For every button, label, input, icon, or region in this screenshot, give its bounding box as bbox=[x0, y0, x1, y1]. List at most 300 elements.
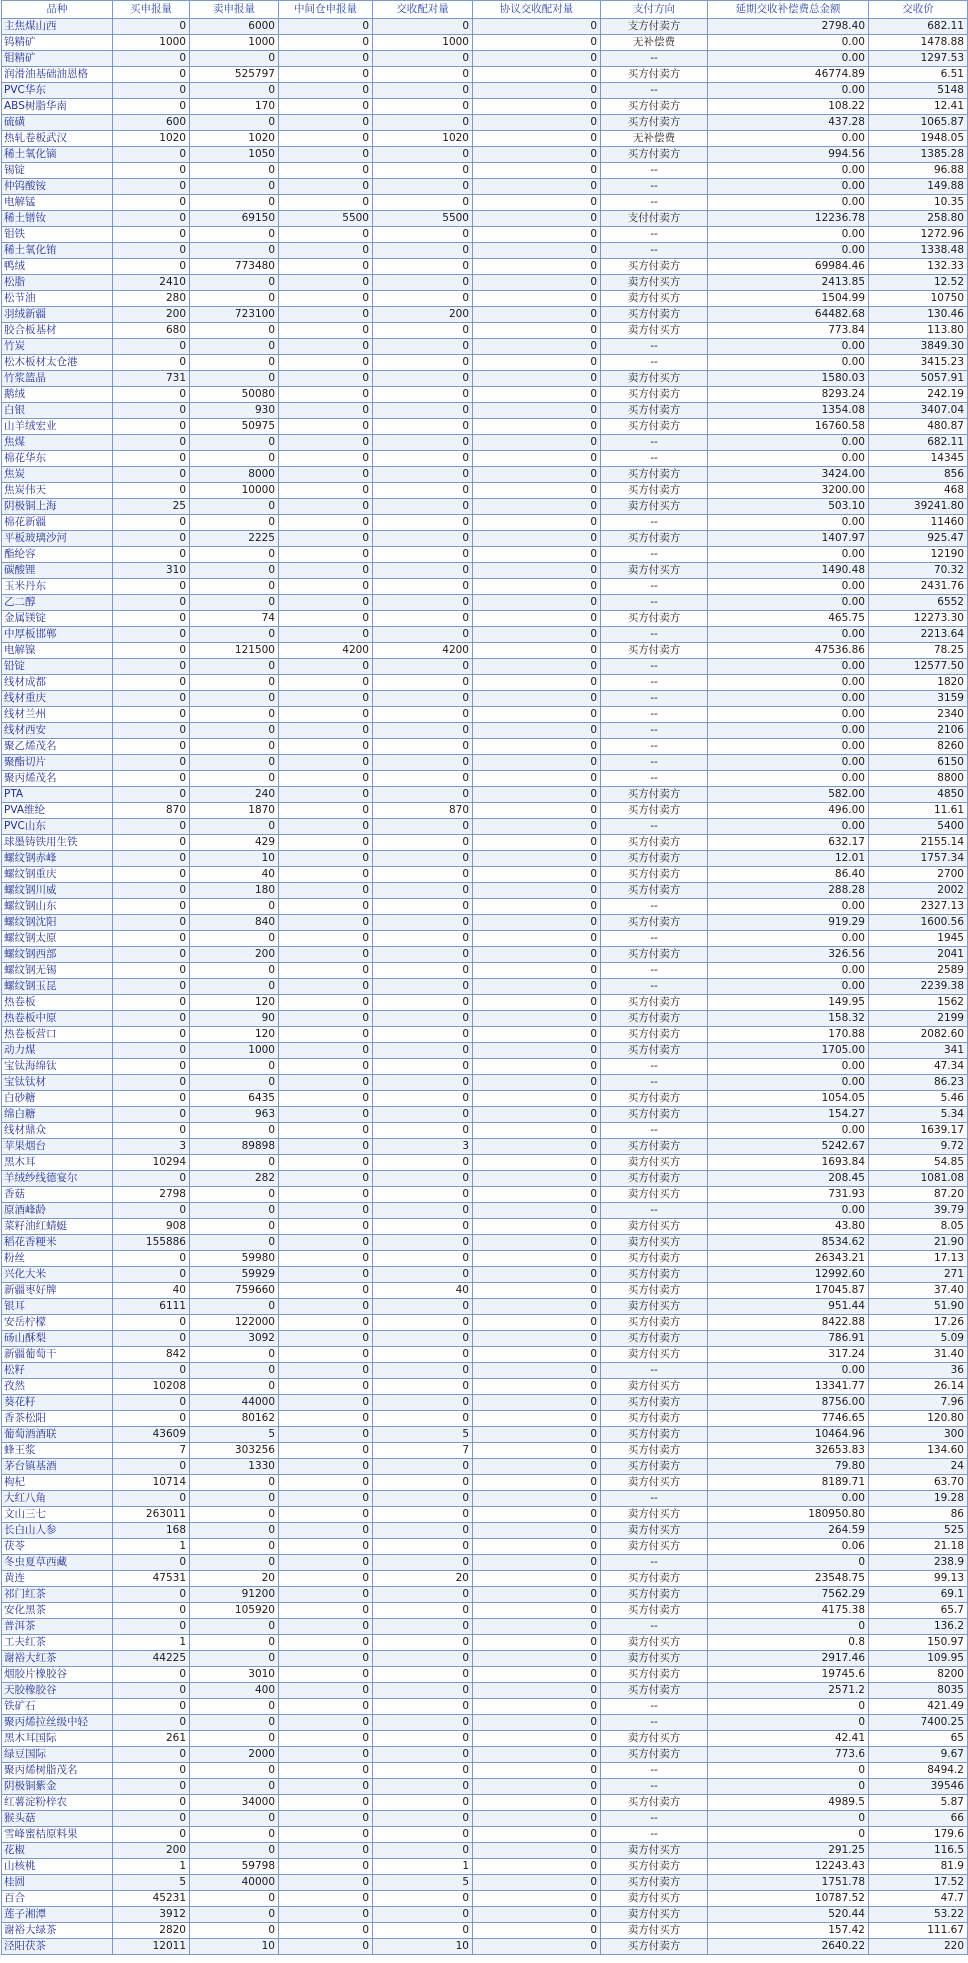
settlement-price-cell: 1820 bbox=[869, 675, 968, 691]
intermediate-declared-cell: 0 bbox=[279, 1027, 373, 1043]
sell-declared-cell: 400 bbox=[190, 1683, 279, 1699]
compensation-cell: 1580.03 bbox=[708, 371, 869, 387]
payment-direction-cell: 卖方付买方 bbox=[601, 291, 708, 307]
buy-declared-cell: 0 bbox=[113, 1667, 190, 1683]
agreement-matched-cell: 0 bbox=[473, 771, 601, 787]
sell-declared-cell: 6435 bbox=[190, 1091, 279, 1107]
buy-declared-cell: 0 bbox=[113, 979, 190, 995]
variety-cell: 焦炭 bbox=[2, 467, 113, 483]
variety-cell: 红薯淀粉梓农 bbox=[2, 1795, 113, 1811]
payment-direction-cell: 无补偿费 bbox=[601, 35, 708, 51]
matched-cell: 0 bbox=[373, 83, 473, 99]
compensation-cell: 0.00 bbox=[708, 659, 869, 675]
variety-cell: 竹炭 bbox=[2, 339, 113, 355]
sell-declared-cell: 105920 bbox=[190, 1603, 279, 1619]
compensation-cell: 32653.83 bbox=[708, 1443, 869, 1459]
variety-cell: 球墨铸铁用生铁 bbox=[2, 835, 113, 851]
sell-declared-cell: 1000 bbox=[190, 1043, 279, 1059]
buy-declared-cell: 1 bbox=[113, 1859, 190, 1875]
intermediate-declared-cell: 0 bbox=[279, 771, 373, 787]
agreement-matched-cell: 0 bbox=[473, 755, 601, 771]
agreement-matched-cell: 0 bbox=[473, 1795, 601, 1811]
agreement-matched-cell: 0 bbox=[473, 835, 601, 851]
agreement-matched-cell: 0 bbox=[473, 1555, 601, 1571]
variety-cell: 钼精矿 bbox=[2, 51, 113, 67]
settlement-price-cell: 9.72 bbox=[869, 1139, 968, 1155]
compensation-cell: 0.00 bbox=[708, 35, 869, 51]
sell-declared-cell: 0 bbox=[190, 1619, 279, 1635]
compensation-cell: 288.28 bbox=[708, 883, 869, 899]
table-row bbox=[2, 675, 968, 691]
sell-declared-cell: 0 bbox=[190, 1523, 279, 1539]
variety-cell: 菜籽油红蜻蜓 bbox=[2, 1219, 113, 1235]
payment-direction-cell: 卖方付买方 bbox=[601, 1219, 708, 1235]
variety-cell: 聚酯切片 bbox=[2, 755, 113, 771]
payment-direction-cell: -- bbox=[601, 451, 708, 467]
agreement-matched-cell: 0 bbox=[473, 723, 601, 739]
table-row bbox=[2, 1027, 968, 1043]
sell-declared-cell: 180 bbox=[190, 883, 279, 899]
settlement-price-cell: 109.95 bbox=[869, 1651, 968, 1667]
settlement-price-cell: 682.11 bbox=[869, 19, 968, 35]
buy-declared-cell: 0 bbox=[113, 1363, 190, 1379]
intermediate-declared-cell: 0 bbox=[279, 851, 373, 867]
settlement-price-cell: 1297.53 bbox=[869, 51, 968, 67]
variety-cell: 莲子湘潭 bbox=[2, 1907, 113, 1923]
sell-declared-cell: 0 bbox=[190, 1651, 279, 1667]
variety-cell: 砀山酥梨 bbox=[2, 1331, 113, 1347]
payment-direction-cell: 买方付卖方 bbox=[601, 1939, 708, 1955]
payment-direction-cell: -- bbox=[601, 515, 708, 531]
agreement-matched-cell: 0 bbox=[473, 515, 601, 531]
intermediate-declared-cell: 0 bbox=[279, 467, 373, 483]
intermediate-declared-cell: 0 bbox=[279, 1875, 373, 1891]
payment-direction-cell: 卖方付买方 bbox=[601, 275, 708, 291]
payment-direction-cell: 买方付卖方 bbox=[601, 1795, 708, 1811]
intermediate-declared-cell: 0 bbox=[279, 1715, 373, 1731]
buy-declared-cell: 2410 bbox=[113, 275, 190, 291]
settlement-price-cell: 9.67 bbox=[869, 1747, 968, 1763]
intermediate-declared-cell: 0 bbox=[279, 627, 373, 643]
variety-cell: 中厚板邯郸 bbox=[2, 627, 113, 643]
column-header-buy-declared[interactable]: 买申报量 bbox=[113, 1, 190, 19]
variety-cell: PVC山东 bbox=[2, 819, 113, 835]
sell-declared-cell: 0 bbox=[190, 979, 279, 995]
table-row bbox=[2, 1075, 968, 1091]
matched-cell: 0 bbox=[373, 435, 473, 451]
sell-declared-cell: 0 bbox=[190, 339, 279, 355]
variety-cell: 线材重庆 bbox=[2, 691, 113, 707]
intermediate-declared-cell: 0 bbox=[279, 1139, 373, 1155]
variety-cell: 动力煤 bbox=[2, 1043, 113, 1059]
variety-cell: 聚乙烯茂名 bbox=[2, 739, 113, 755]
variety-cell: ABS树脂华南 bbox=[2, 99, 113, 115]
variety-cell: 安化黑茶 bbox=[2, 1603, 113, 1619]
variety-cell: 稀土氧化镝 bbox=[2, 147, 113, 163]
payment-direction-cell: 卖方付买方 bbox=[601, 1475, 708, 1491]
intermediate-declared-cell: 0 bbox=[279, 307, 373, 323]
agreement-matched-cell: 0 bbox=[473, 1667, 601, 1683]
agreement-matched-cell: 0 bbox=[473, 195, 601, 211]
buy-declared-cell: 0 bbox=[113, 467, 190, 483]
compensation-cell: 0 bbox=[708, 1827, 869, 1843]
compensation-cell: 42.41 bbox=[708, 1731, 869, 1747]
table-row bbox=[2, 1555, 968, 1571]
agreement-matched-cell: 0 bbox=[473, 403, 601, 419]
compensation-cell: 1751.78 bbox=[708, 1875, 869, 1891]
intermediate-declared-cell: 0 bbox=[279, 1347, 373, 1363]
settlement-price-cell: 271 bbox=[869, 1267, 968, 1283]
compensation-cell: 10787.52 bbox=[708, 1891, 869, 1907]
sell-declared-cell: 89898 bbox=[190, 1139, 279, 1155]
payment-direction-cell: -- bbox=[601, 83, 708, 99]
payment-direction-cell: 买方付卖方 bbox=[601, 147, 708, 163]
intermediate-declared-cell: 0 bbox=[279, 1635, 373, 1651]
settlement-price-cell: 17.26 bbox=[869, 1315, 968, 1331]
variety-cell: 新疆枣好牌 bbox=[2, 1283, 113, 1299]
table-row bbox=[2, 1299, 968, 1315]
settlement-price-cell: 134.60 bbox=[869, 1443, 968, 1459]
settlement-price-cell: 2327.13 bbox=[869, 899, 968, 915]
variety-cell: 山羊绒宏业 bbox=[2, 419, 113, 435]
table-row bbox=[2, 499, 968, 515]
table-row bbox=[2, 515, 968, 531]
compensation-cell: 149.95 bbox=[708, 995, 869, 1011]
compensation-cell: 0.00 bbox=[708, 691, 869, 707]
table-row bbox=[2, 1699, 968, 1715]
compensation-cell: 503.10 bbox=[708, 499, 869, 515]
sell-declared-cell: 1330 bbox=[190, 1459, 279, 1475]
variety-cell: 蜂王浆 bbox=[2, 1443, 113, 1459]
matched-cell: 0 bbox=[373, 1843, 473, 1859]
sell-declared-cell: 59798 bbox=[190, 1859, 279, 1875]
sell-declared-cell: 0 bbox=[190, 371, 279, 387]
buy-declared-cell: 10208 bbox=[113, 1379, 190, 1395]
variety-cell: 银耳 bbox=[2, 1299, 113, 1315]
matched-cell: 0 bbox=[373, 1523, 473, 1539]
compensation-cell: 8756.00 bbox=[708, 1395, 869, 1411]
buy-declared-cell: 0 bbox=[113, 1251, 190, 1267]
matched-cell: 0 bbox=[373, 163, 473, 179]
variety-cell: PVA维纶 bbox=[2, 803, 113, 819]
table-row bbox=[2, 1731, 968, 1747]
intermediate-declared-cell: 0 bbox=[279, 1219, 373, 1235]
variety-cell: 热轧卷板武汉 bbox=[2, 131, 113, 147]
table-row bbox=[2, 1635, 968, 1651]
buy-declared-cell: 0 bbox=[113, 899, 190, 915]
agreement-matched-cell: 0 bbox=[473, 1875, 601, 1891]
agreement-matched-cell: 0 bbox=[473, 1251, 601, 1267]
variety-cell: 大红八角 bbox=[2, 1491, 113, 1507]
buy-declared-cell: 0 bbox=[113, 1683, 190, 1699]
intermediate-declared-cell: 0 bbox=[279, 867, 373, 883]
sell-declared-cell: 0 bbox=[190, 51, 279, 67]
column-header-intermediate-declared[interactable]: 中间仓申报量 bbox=[279, 1, 373, 19]
sell-declared-cell: 0 bbox=[190, 1635, 279, 1651]
buy-declared-cell: 0 bbox=[113, 1171, 190, 1187]
intermediate-declared-cell: 0 bbox=[279, 355, 373, 371]
intermediate-declared-cell: 0 bbox=[279, 163, 373, 179]
matched-cell: 0 bbox=[373, 1043, 473, 1059]
table-row bbox=[2, 1443, 968, 1459]
compensation-cell: 0 bbox=[708, 1779, 869, 1795]
matched-cell: 0 bbox=[373, 1779, 473, 1795]
matched-cell: 0 bbox=[373, 499, 473, 515]
agreement-matched-cell: 0 bbox=[473, 611, 601, 627]
sell-declared-cell: 0 bbox=[190, 563, 279, 579]
buy-declared-cell: 600 bbox=[113, 115, 190, 131]
buy-declared-cell: 168 bbox=[113, 1523, 190, 1539]
agreement-matched-cell: 0 bbox=[473, 675, 601, 691]
matched-cell: 0 bbox=[373, 1267, 473, 1283]
agreement-matched-cell: 0 bbox=[473, 1763, 601, 1779]
matched-cell: 0 bbox=[373, 275, 473, 291]
table-row bbox=[2, 211, 968, 227]
buy-declared-cell: 0 bbox=[113, 195, 190, 211]
table-row bbox=[2, 531, 968, 547]
sell-declared-cell: 0 bbox=[190, 291, 279, 307]
sell-declared-cell: 74 bbox=[190, 611, 279, 627]
agreement-matched-cell: 0 bbox=[473, 1395, 601, 1411]
compensation-cell: 12243.43 bbox=[708, 1859, 869, 1875]
buy-declared-cell: 0 bbox=[113, 403, 190, 419]
payment-direction-cell: 买方付卖方 bbox=[601, 883, 708, 899]
settlement-price-cell: 682.11 bbox=[869, 435, 968, 451]
matched-cell: 0 bbox=[373, 611, 473, 627]
payment-direction-cell: 买方付卖方 bbox=[601, 1411, 708, 1427]
payment-direction-cell: -- bbox=[601, 1827, 708, 1843]
buy-declared-cell: 0 bbox=[113, 1011, 190, 1027]
variety-cell: 钼铁 bbox=[2, 227, 113, 243]
matched-cell: 40 bbox=[373, 1283, 473, 1299]
matched-cell: 870 bbox=[373, 803, 473, 819]
buy-declared-cell: 0 bbox=[113, 787, 190, 803]
variety-cell: 碳酸锂 bbox=[2, 563, 113, 579]
compensation-cell: 0.00 bbox=[708, 771, 869, 787]
compensation-cell: 465.75 bbox=[708, 611, 869, 627]
variety-cell: 螺纹钢无锡 bbox=[2, 963, 113, 979]
table-row bbox=[2, 739, 968, 755]
buy-declared-cell: 0 bbox=[113, 1779, 190, 1795]
table-row bbox=[2, 419, 968, 435]
settlement-price-cell: 10750 bbox=[869, 291, 968, 307]
settlement-price-cell: 12190 bbox=[869, 547, 968, 563]
settlement-price-cell: 6.51 bbox=[869, 67, 968, 83]
variety-cell: 螺纹钢玉昆 bbox=[2, 979, 113, 995]
compensation-cell: 0.00 bbox=[708, 595, 869, 611]
matched-cell: 0 bbox=[373, 1491, 473, 1507]
matched-cell: 0 bbox=[373, 659, 473, 675]
table-row bbox=[2, 1187, 968, 1203]
column-header-matched[interactable]: 交收配对量 bbox=[373, 1, 473, 19]
settlement-price-cell: 5148 bbox=[869, 83, 968, 99]
buy-declared-cell: 0 bbox=[113, 1331, 190, 1347]
intermediate-declared-cell: 0 bbox=[279, 147, 373, 163]
table-row bbox=[2, 1507, 968, 1523]
compensation-cell: 496.00 bbox=[708, 803, 869, 819]
agreement-matched-cell: 0 bbox=[473, 691, 601, 707]
sell-declared-cell: 930 bbox=[190, 403, 279, 419]
payment-direction-cell: 卖方付买方 bbox=[601, 1155, 708, 1171]
matched-cell: 5 bbox=[373, 1427, 473, 1443]
agreement-matched-cell: 0 bbox=[473, 1715, 601, 1731]
matched-cell: 0 bbox=[373, 1171, 473, 1187]
table-row bbox=[2, 979, 968, 995]
buy-declared-cell: 1000 bbox=[113, 35, 190, 51]
settlement-price-cell: 14345 bbox=[869, 451, 968, 467]
compensation-cell: 0.00 bbox=[708, 435, 869, 451]
settlement-price-cell: 69.1 bbox=[869, 1587, 968, 1603]
agreement-matched-cell: 0 bbox=[473, 1939, 601, 1955]
intermediate-declared-cell: 0 bbox=[279, 515, 373, 531]
compensation-cell: 0.00 bbox=[708, 355, 869, 371]
matched-cell: 0 bbox=[373, 547, 473, 563]
matched-cell: 0 bbox=[373, 387, 473, 403]
buy-declared-cell: 310 bbox=[113, 563, 190, 579]
sell-declared-cell: 50080 bbox=[190, 387, 279, 403]
compensation-cell: 1693.84 bbox=[708, 1155, 869, 1171]
buy-declared-cell: 0 bbox=[113, 595, 190, 611]
buy-declared-cell: 0 bbox=[113, 1795, 190, 1811]
matched-cell: 0 bbox=[373, 1907, 473, 1923]
sell-declared-cell: 1870 bbox=[190, 803, 279, 819]
table-row bbox=[2, 963, 968, 979]
payment-direction-cell: -- bbox=[601, 547, 708, 563]
payment-direction-cell: 买方付卖方 bbox=[601, 1683, 708, 1699]
payment-direction-cell: -- bbox=[601, 1715, 708, 1731]
intermediate-declared-cell: 0 bbox=[279, 1267, 373, 1283]
compensation-cell: 0.00 bbox=[708, 131, 869, 147]
compensation-cell: 0.00 bbox=[708, 1123, 869, 1139]
compensation-cell: 291.25 bbox=[708, 1843, 869, 1859]
matched-cell: 0 bbox=[373, 1651, 473, 1667]
settlement-price-cell: 96.88 bbox=[869, 163, 968, 179]
sell-declared-cell: 0 bbox=[190, 707, 279, 723]
agreement-matched-cell: 0 bbox=[473, 1571, 601, 1587]
buy-declared-cell: 0 bbox=[113, 1043, 190, 1059]
intermediate-declared-cell: 0 bbox=[279, 1075, 373, 1091]
buy-declared-cell: 1020 bbox=[113, 131, 190, 147]
matched-cell: 0 bbox=[373, 851, 473, 867]
buy-declared-cell: 0 bbox=[113, 1491, 190, 1507]
column-header-agreement-matched[interactable]: 协议交收配对量 bbox=[473, 1, 601, 19]
sell-declared-cell: 3010 bbox=[190, 1667, 279, 1683]
intermediate-declared-cell: 0 bbox=[279, 99, 373, 115]
agreement-matched-cell: 0 bbox=[473, 1171, 601, 1187]
matched-cell: 0 bbox=[373, 1475, 473, 1491]
matched-cell: 0 bbox=[373, 1107, 473, 1123]
variety-cell: 棉花新疆 bbox=[2, 515, 113, 531]
compensation-cell: 2798.40 bbox=[708, 19, 869, 35]
table-row bbox=[2, 1939, 968, 1955]
intermediate-declared-cell: 0 bbox=[279, 707, 373, 723]
agreement-matched-cell: 0 bbox=[473, 1539, 601, 1555]
settlement-price-cell: 132.33 bbox=[869, 259, 968, 275]
payment-direction-cell: 买方付卖方 bbox=[601, 1139, 708, 1155]
intermediate-declared-cell: 0 bbox=[279, 1331, 373, 1347]
payment-direction-cell: 卖方付买方 bbox=[601, 1539, 708, 1555]
agreement-matched-cell: 0 bbox=[473, 1523, 601, 1539]
payment-direction-cell: -- bbox=[601, 339, 708, 355]
agreement-matched-cell: 0 bbox=[473, 243, 601, 259]
variety-cell: 竹浆篮晶 bbox=[2, 371, 113, 387]
agreement-matched-cell: 0 bbox=[473, 883, 601, 899]
sell-declared-cell: 0 bbox=[190, 723, 279, 739]
compensation-cell: 10464.96 bbox=[708, 1427, 869, 1443]
intermediate-declared-cell: 0 bbox=[279, 323, 373, 339]
column-header-settlement-price[interactable]: 交收价 bbox=[869, 1, 968, 19]
table-row bbox=[2, 1859, 968, 1875]
variety-cell: 聚丙烯树脂茂名 bbox=[2, 1763, 113, 1779]
matched-cell: 0 bbox=[373, 755, 473, 771]
intermediate-declared-cell: 0 bbox=[279, 451, 373, 467]
variety-cell: 宝钛钛材 bbox=[2, 1075, 113, 1091]
table-row bbox=[2, 1139, 968, 1155]
matched-cell: 0 bbox=[373, 179, 473, 195]
table-row bbox=[2, 1011, 968, 1027]
table-row bbox=[2, 99, 968, 115]
matched-cell: 0 bbox=[373, 867, 473, 883]
compensation-cell: 157.42 bbox=[708, 1923, 869, 1939]
payment-direction-cell: 卖方付买方 bbox=[601, 1523, 708, 1539]
sell-declared-cell: 0 bbox=[190, 675, 279, 691]
settlement-price-cell: 81.9 bbox=[869, 1859, 968, 1875]
settlement-price-cell: 3849.30 bbox=[869, 339, 968, 355]
sell-declared-cell: 303256 bbox=[190, 1443, 279, 1459]
intermediate-declared-cell: 0 bbox=[279, 1699, 373, 1715]
column-header-payment-direction[interactable]: 支付方向 bbox=[601, 1, 708, 19]
matched-cell: 0 bbox=[373, 1075, 473, 1091]
matched-cell: 0 bbox=[373, 243, 473, 259]
variety-cell: 原酒峰龄 bbox=[2, 1203, 113, 1219]
variety-cell: 胶合板基材 bbox=[2, 323, 113, 339]
sell-declared-cell: 20 bbox=[190, 1571, 279, 1587]
agreement-matched-cell: 0 bbox=[473, 1011, 601, 1027]
intermediate-declared-cell: 0 bbox=[279, 1459, 373, 1475]
compensation-cell: 86.40 bbox=[708, 867, 869, 883]
sell-declared-cell: 840 bbox=[190, 915, 279, 931]
table-row bbox=[2, 1123, 968, 1139]
table-row bbox=[2, 35, 968, 51]
matched-cell: 0 bbox=[373, 819, 473, 835]
payment-direction-cell: -- bbox=[601, 1779, 708, 1795]
settlement-price-cell: 1081.08 bbox=[869, 1171, 968, 1187]
payment-direction-cell: 买方付卖方 bbox=[601, 867, 708, 883]
table-row bbox=[2, 1219, 968, 1235]
payment-direction-cell: 买方付卖方 bbox=[601, 1859, 708, 1875]
compensation-cell: 326.56 bbox=[708, 947, 869, 963]
table-row bbox=[2, 1235, 968, 1251]
column-header-sell-declared[interactable]: 卖申报量 bbox=[190, 1, 279, 19]
matched-cell: 5500 bbox=[373, 211, 473, 227]
intermediate-declared-cell: 0 bbox=[279, 579, 373, 595]
matched-cell: 0 bbox=[373, 675, 473, 691]
matched-cell: 0 bbox=[373, 883, 473, 899]
variety-cell: 羊绒纱线德宴尔 bbox=[2, 1171, 113, 1187]
variety-cell: 热卷板 bbox=[2, 995, 113, 1011]
column-header-variety[interactable]: 品种 bbox=[2, 1, 113, 19]
payment-direction-cell: -- bbox=[601, 355, 708, 371]
buy-declared-cell: 842 bbox=[113, 1347, 190, 1363]
agreement-matched-cell: 0 bbox=[473, 1155, 601, 1171]
column-header-compensation-total[interactable]: 延期交收补偿费总金额 bbox=[708, 1, 869, 19]
table-row bbox=[2, 1411, 968, 1427]
matched-cell: 0 bbox=[373, 1891, 473, 1907]
variety-cell: 仲钨酸铵 bbox=[2, 179, 113, 195]
compensation-cell: 7562.29 bbox=[708, 1587, 869, 1603]
agreement-matched-cell: 0 bbox=[473, 451, 601, 467]
sell-declared-cell: 91200 bbox=[190, 1587, 279, 1603]
